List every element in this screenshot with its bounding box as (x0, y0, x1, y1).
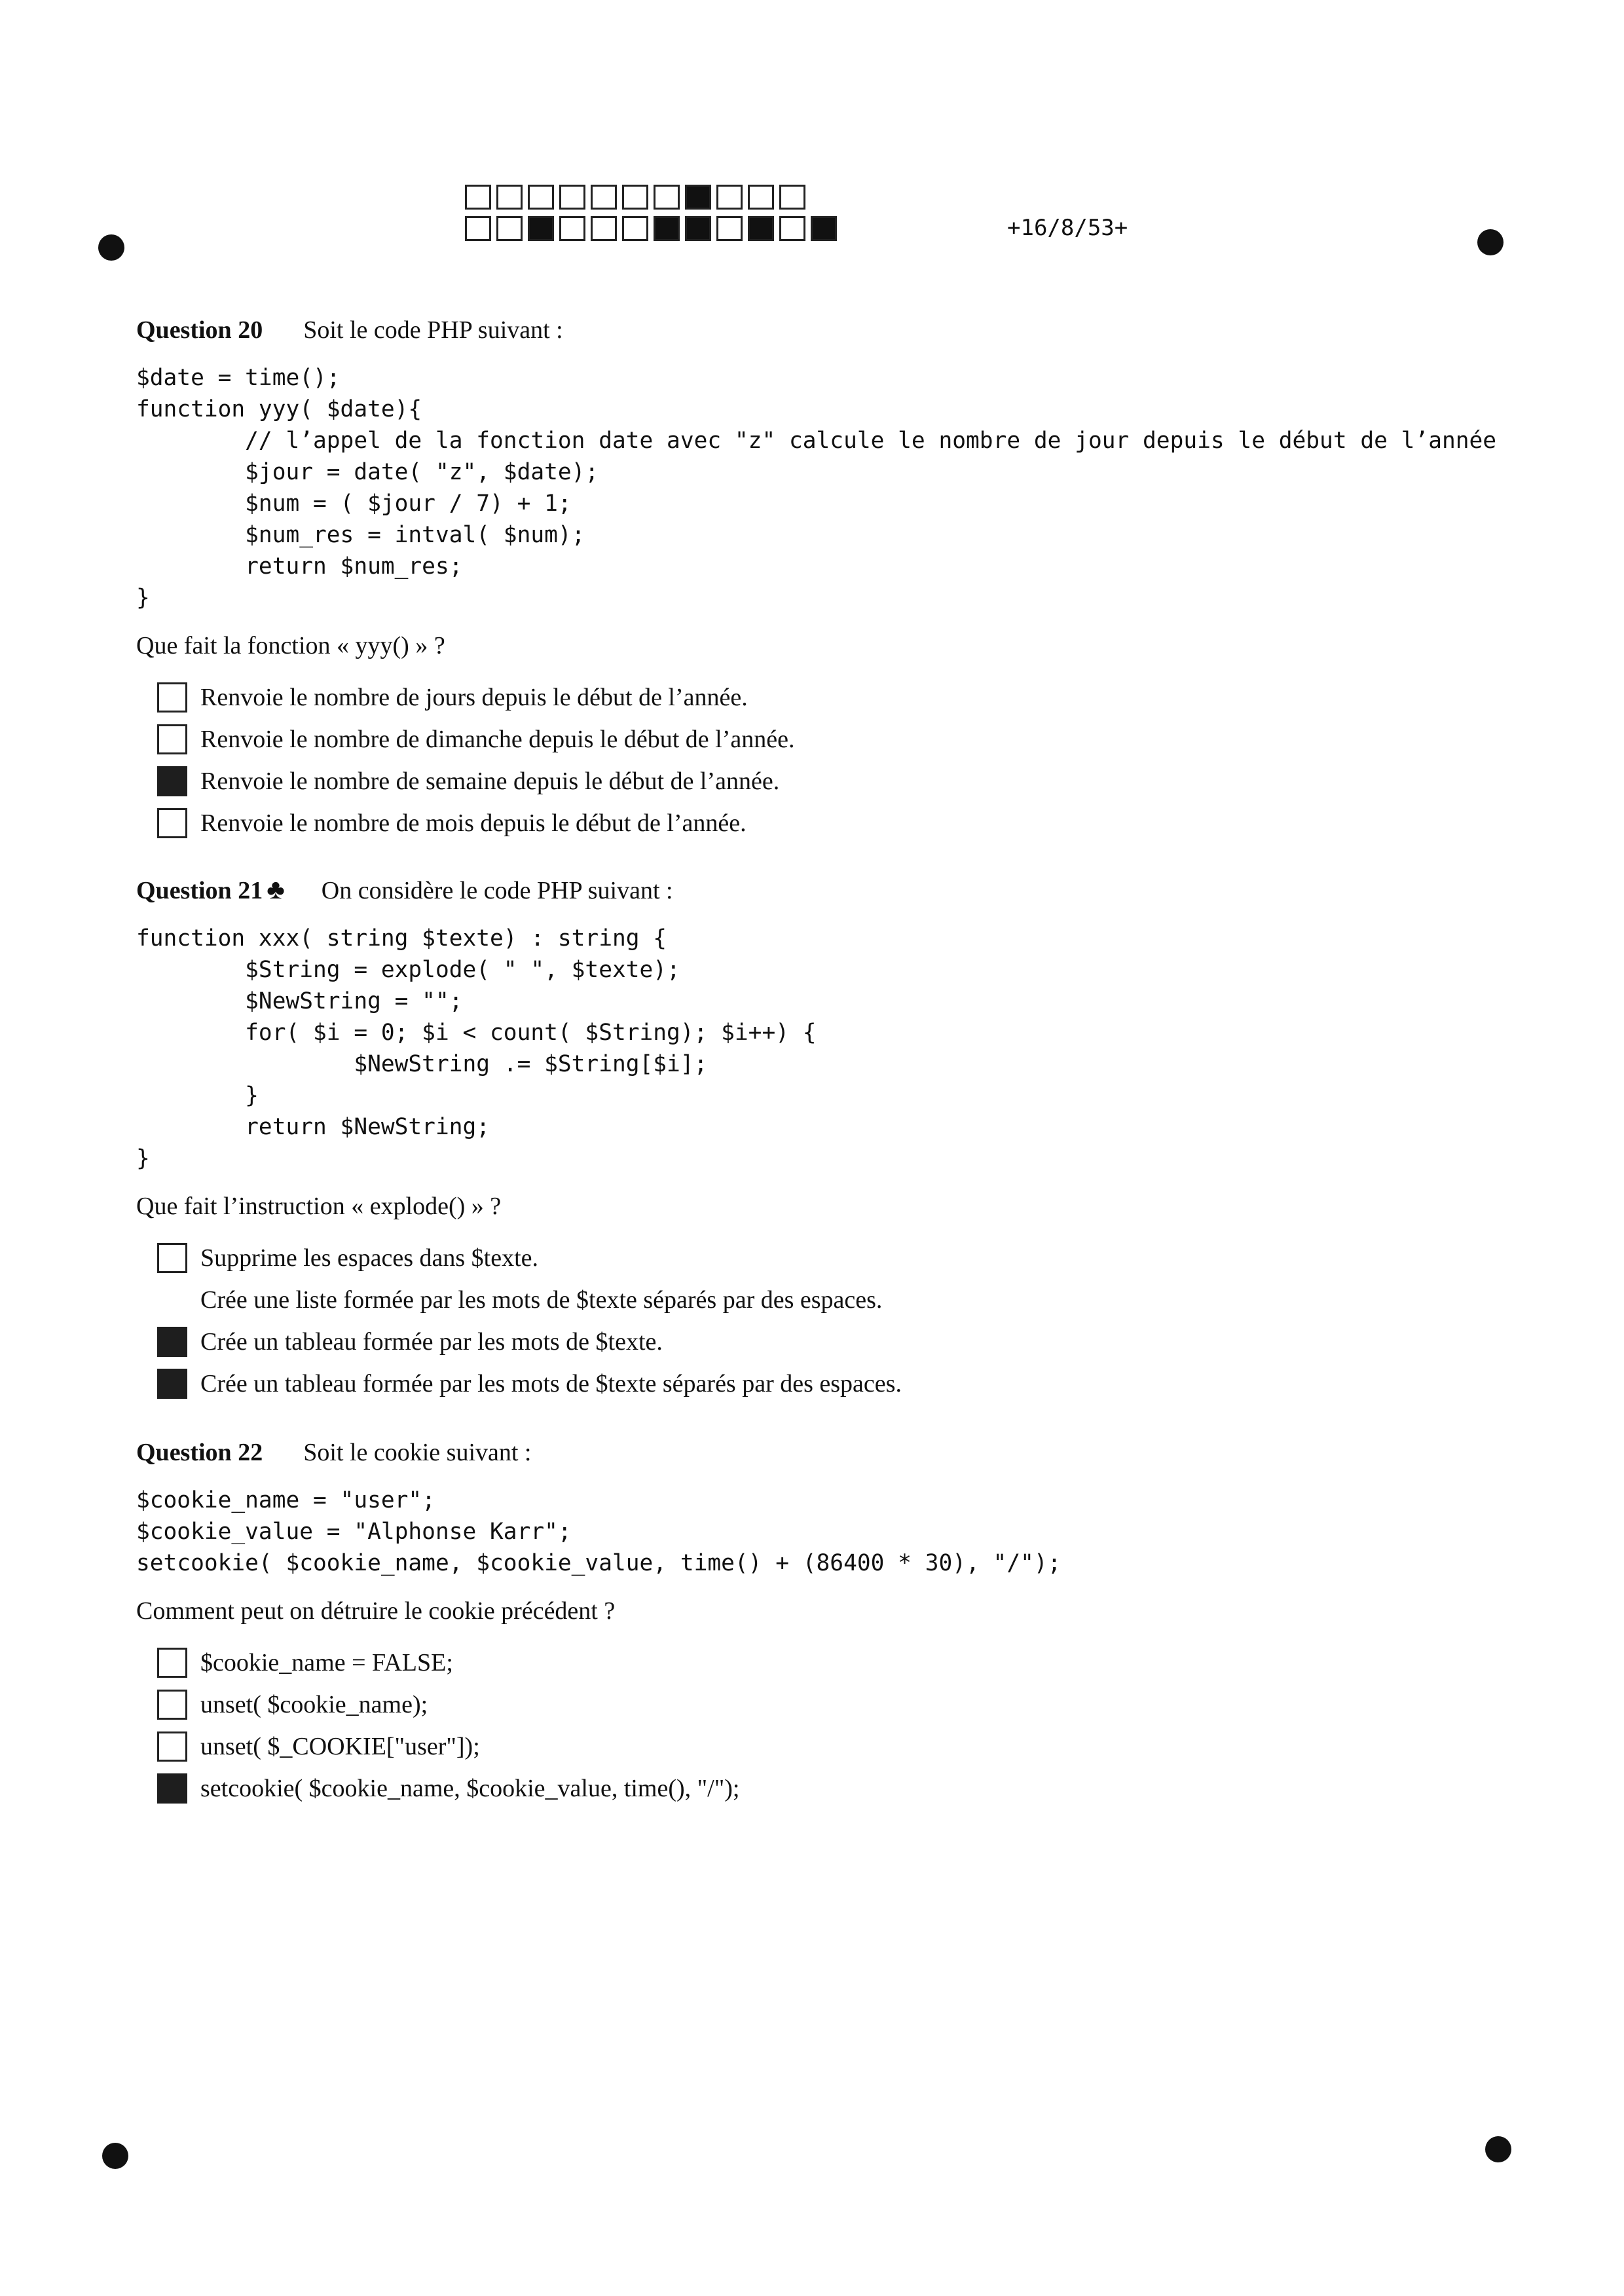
grid-cell-empty (622, 185, 648, 210)
grid-cell-empty (716, 185, 743, 210)
question-intro: Soit le code PHP suivant : (303, 316, 563, 344)
choice-label: Crée une liste formée par les mots de $texte séparés par des espaces. (200, 1286, 883, 1314)
answer-checkbox-checked[interactable] (157, 766, 187, 796)
page-identifier: +16/8/53+ (1007, 215, 1128, 241)
grid-cell-empty (559, 185, 585, 210)
answer-checkbox-checked[interactable] (157, 1773, 187, 1804)
choice-item (136, 1642, 1544, 1684)
choice-item (136, 1768, 1544, 1809)
grid-cell-empty (496, 216, 523, 241)
answer-checkbox[interactable] (157, 682, 187, 713)
choice-label: unset( $cookie_name); (200, 1691, 428, 1718)
grid-cell-empty (591, 185, 617, 210)
grid-cell-empty (496, 185, 523, 210)
choice-item (136, 718, 1544, 760)
question-title: Question 20 (136, 316, 263, 344)
registration-mark-bottom-right (1485, 2136, 1511, 2162)
choice-label: Renvoie le nombre de semaine depuis le début de l’année. (200, 768, 780, 795)
choice-label: Crée un tableau formée par les mots de $texte. (200, 1328, 663, 1356)
question-22 (136, 1435, 1544, 1809)
answer-checkbox[interactable] (157, 1243, 187, 1273)
answer-checkbox-checked[interactable] (157, 1369, 187, 1399)
grid-cell-empty (779, 185, 805, 210)
registration-mark-top-right (1477, 229, 1504, 255)
choice-item (136, 676, 1544, 718)
choice-label: setcookie( $cookie_name, $cookie_value, time(), "/"); (200, 1775, 740, 1802)
question-header (136, 874, 1544, 907)
choice-label: Renvoie le nombre de dimanche depuis le début de l’année. (200, 726, 795, 753)
choice-list (136, 1237, 1544, 1405)
choice-label: Renvoie le nombre de mois depuis le début de l’année. (200, 809, 747, 837)
grid-cell-empty (591, 216, 617, 241)
grid-cell-filled (685, 216, 711, 241)
choice-item (136, 1684, 1544, 1726)
grid-cell-filled (748, 216, 774, 241)
grid-cell-filled (811, 216, 837, 241)
code-block: $cookie_name = "user"; $cookie_value = "Alphonse Karr"; setcookie( $cookie_name, $cookie_value, time() + (86400 * 30), "/"); (136, 1487, 1061, 1576)
question-prompt: Comment peut on détruire le cookie précédent ? (136, 1597, 616, 1625)
question-title: Question 22 (136, 1439, 263, 1466)
id-code-grid-row-1 (465, 185, 811, 210)
id-code-grid-row-2 (465, 216, 842, 241)
choice-list (136, 1642, 1544, 1809)
choice-label: unset( $_COOKIE["user"]); (200, 1733, 480, 1760)
choice-label: Crée un tableau formée par les mots de $texte séparés par des espaces. (200, 1370, 902, 1398)
choice-label: Renvoie le nombre de jours depuis le début de l’année. (200, 684, 748, 711)
answer-checkbox[interactable] (157, 1731, 187, 1762)
grid-cell-empty (465, 216, 491, 241)
code-block: function xxx( string $texte) : string { $String = explode( " ", $texte); $NewString = ""; for( $i = 0; $i < count( $String); $i++) { $NewString .= $String[$i]; } return $NewString; } (136, 925, 817, 1172)
choice-item (136, 802, 1544, 844)
grid-cell-filled (528, 216, 554, 241)
registration-mark-top-left (98, 234, 124, 261)
answer-checkbox-missing[interactable] (157, 1285, 187, 1315)
grid-cell-empty (559, 216, 585, 241)
choice-label: $cookie_name = FALSE; (200, 1649, 453, 1676)
registration-mark-bottom-left (102, 2143, 128, 2169)
question-prompt: Que fait la fonction « yyy() » ? (136, 632, 445, 659)
choice-item (136, 1321, 1544, 1363)
choice-item (136, 760, 1544, 802)
grid-cell-empty (654, 185, 680, 210)
question-20 (136, 313, 1544, 844)
question-intro: Soit le cookie suivant : (303, 1439, 532, 1466)
answer-checkbox[interactable] (157, 1690, 187, 1720)
choice-item (136, 1726, 1544, 1768)
grid-cell-empty (779, 216, 805, 241)
club-icon: ♣ (267, 875, 285, 905)
choice-item (136, 1363, 1544, 1405)
answer-checkbox[interactable] (157, 808, 187, 838)
choice-list (136, 676, 1544, 844)
grid-cell-filled (654, 216, 680, 241)
question-header (136, 313, 1544, 346)
choice-item (136, 1237, 1544, 1279)
question-intro: On considère le code PHP suivant : (321, 877, 673, 904)
code-block: $date = time(); function yyy( $date){ // l’appel de la fonction date avec "z" calcule le nombre de jour depuis le début de l’année $jour = date( "z", $date); $num = ( $jour / 7) + 1; $num_res = intval( $num); return $num_res; } (136, 365, 1497, 611)
choice-item (136, 1279, 1544, 1321)
question-21 (136, 874, 1544, 1405)
grid-cell-filled (685, 185, 711, 210)
answer-checkbox[interactable] (157, 724, 187, 754)
question-header (136, 1435, 1544, 1469)
answer-checkbox[interactable] (157, 1648, 187, 1678)
grid-cell-empty (465, 185, 491, 210)
choice-label: Supprime les espaces dans $texte. (200, 1244, 539, 1272)
grid-cell-empty (528, 185, 554, 210)
grid-cell-empty (748, 185, 774, 210)
answer-checkbox-checked[interactable] (157, 1327, 187, 1357)
question-prompt: Que fait l’instruction « explode() » ? (136, 1193, 502, 1220)
grid-cell-empty (622, 216, 648, 241)
grid-cell-empty (716, 216, 743, 241)
question-title: Question 21 (136, 877, 263, 904)
